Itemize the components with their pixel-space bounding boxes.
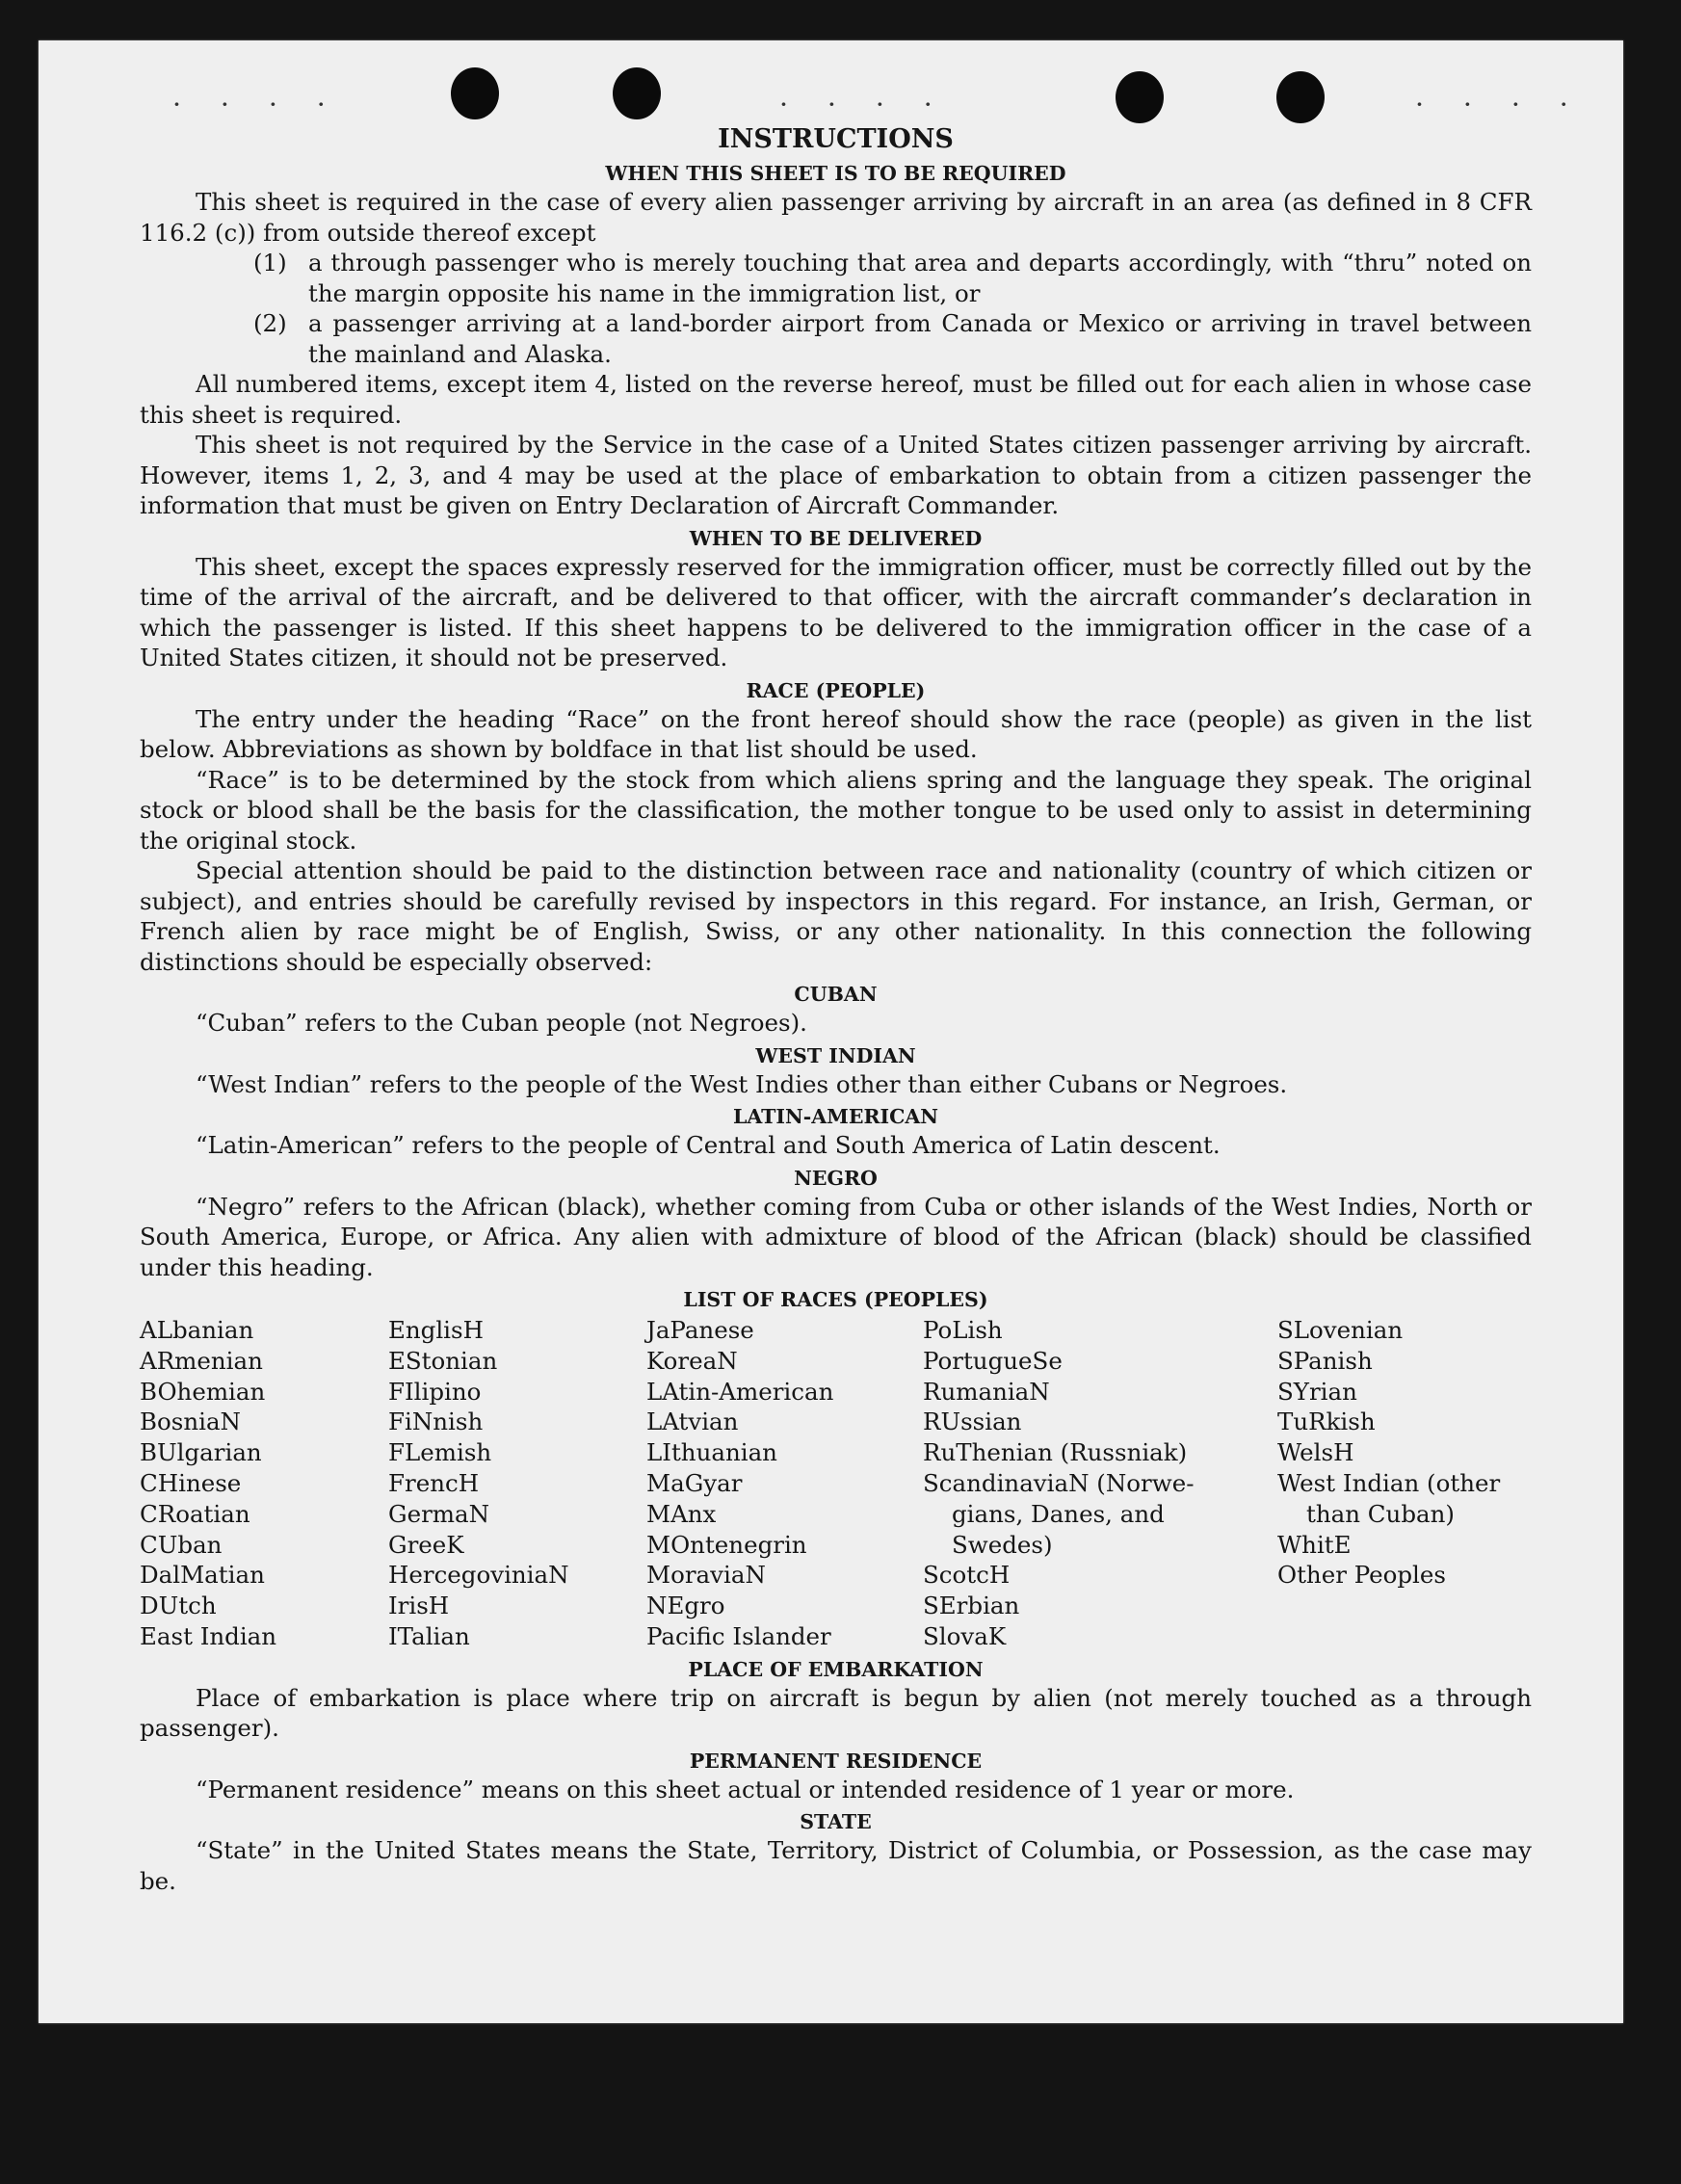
paragraph: This sheet, except the spaces expressly reserved for the immigration officer, must be correctly filled out by the time of the arrival of the aircraft, and be delivered to that officer, with the aircraft commander’s declaration in which the passenger is listed. If this sheet happens to be delivered to the immigration officer in the case of a United States citizen, it should not be preserved. (140, 552, 1532, 671)
paragraph: Place of embarkation is place where trip on aircraft is begun by alien (not merely touched as a through passenger). (140, 1683, 1532, 1743)
section-heading: PLACE OF EMBARKATION (688, 1657, 984, 1681)
paragraph: “West Indian” refers to the people of the West Indies other than either Cubans or Negroes. (196, 1069, 1288, 1098)
race-item: CRoatian (140, 1499, 250, 1528)
paper-specks: · · · · (1416, 92, 1585, 116)
paper-specks: · · · · (780, 92, 949, 116)
race-item: RumaniaN (923, 1377, 1050, 1406)
list-item (253, 248, 1532, 308)
paragraph: “State” in the United States means the State, Territory, District of Columbia, or Possession, as the case may be. (140, 1836, 1532, 1895)
race-item: KoreaN (646, 1346, 738, 1375)
race-item: CUban (140, 1530, 223, 1559)
race-item: CHinese (140, 1468, 242, 1497)
race-item: LAtin-American (646, 1377, 834, 1406)
paragraph: All numbered items, except item 4, listed on the reverse hereof, must be filled out for each alien in whose case this sheet is required. (140, 370, 1532, 429)
race-item: RuThenian (Russniak) (923, 1438, 1188, 1467)
race-item: PortugueSe (923, 1346, 1063, 1375)
races-column (646, 1315, 923, 1652)
section-heading: LATIN-AMERICAN (732, 1105, 939, 1128)
race-item: DalMatian (140, 1561, 265, 1590)
race-item: HercegoviniaN (388, 1561, 569, 1590)
punch-hole (1116, 71, 1164, 123)
race-item: WhitE (1277, 1530, 1352, 1559)
item-number: (2) (253, 309, 287, 337)
race-item: gians, Danes, and (952, 1499, 1165, 1528)
paragraph: “Cuban” refers to the Cuban people (not Negroes). (196, 1009, 807, 1037)
races-column (1277, 1315, 1528, 1652)
race-item: IrisH (388, 1592, 450, 1620)
race-item: ScotcH (923, 1561, 1011, 1590)
race-item: FrencH (388, 1468, 480, 1497)
paragraph: “Permanent residence” means on this sheet actual or intended residence of 1 year or more. (196, 1775, 1295, 1803)
race-item: GreeK (388, 1530, 464, 1559)
list-item (253, 308, 1532, 369)
race-item: than Cuban) (1306, 1499, 1455, 1528)
race-item: SPanish (1277, 1346, 1373, 1375)
races-column (923, 1315, 1277, 1652)
race-item: SlovaK (923, 1621, 1007, 1650)
race-item: MoraviaN (646, 1561, 766, 1590)
punch-hole (613, 67, 661, 119)
race-item: DUtch (140, 1592, 217, 1620)
race-item: NEgro (646, 1592, 725, 1620)
paragraph: The entry under the heading “Race” on the front hereof should show the race (people) as given in the list below. Abbreviations as shown by boldface in that list should be used. (140, 704, 1532, 763)
race-item: BosniaN (140, 1408, 241, 1436)
section-heading: CUBAN (794, 983, 878, 1006)
race-item: PoLish (923, 1316, 1003, 1344)
race-item: West Indian (other (1277, 1468, 1501, 1497)
item-text: a through passenger who is merely touching that area and departs accordingly, with “thru” noted on the margin opposite his name in the immigration list, or (308, 249, 1532, 307)
race-item: LAtvian (646, 1408, 739, 1436)
section-heading: RACE (PEOPLE) (746, 678, 926, 702)
section-heading: STATE (800, 1810, 872, 1834)
paragraph: “Latin-American” refers to the people of Central and South America of Latin descent. (196, 1131, 1221, 1159)
race-item: JaPanese (646, 1316, 754, 1344)
race-item: LIthuanian (646, 1438, 777, 1467)
race-item: BUlgarian (140, 1438, 262, 1467)
race-item: SErbian (923, 1592, 1020, 1620)
paragraph: “Race” is to be determined by the stock from which aliens spring and the language they speak. The original stock or blood shall be the basis for the classification, the mother tongue to be used only to assist in determining the original stock. (140, 765, 1532, 855)
section-heading: LIST OF RACES (PEOPLES) (683, 1288, 988, 1311)
race-item: MOntenegrin (646, 1530, 807, 1559)
race-item: WelsH (1277, 1438, 1354, 1467)
race-item: EStonian (388, 1346, 498, 1375)
race-item: SYrian (1277, 1377, 1357, 1406)
race-item: ScandinaviaN (Norwe- (923, 1468, 1195, 1497)
race-item: FLemish (388, 1438, 492, 1467)
section-heading: NEGRO (794, 1166, 878, 1190)
race-item: ARmenian (140, 1346, 263, 1375)
race-item: MAnx (646, 1499, 717, 1528)
race-item: Swedes) (952, 1530, 1053, 1559)
race-item: ITalian (388, 1621, 470, 1650)
race-item: BOhemian (140, 1377, 266, 1406)
item-number: (1) (253, 249, 287, 276)
instructions-content (140, 123, 1532, 1896)
race-item: TuRkish (1277, 1408, 1376, 1436)
race-item: FIlipino (388, 1377, 482, 1406)
race-item: GermaN (388, 1499, 490, 1528)
paragraph: Special attention should be paid to the distinction between race and nationality (country of which citizen or subject), and entries should be carefully revised by inspectors in this regard. For instance, an Irish, German, or French alien by race might be of English, Swiss, or any other nationality. In this connection the following distinctions should be especially observed: (140, 856, 1532, 976)
race-item: RUssian (923, 1408, 1022, 1436)
section-heading: WEST INDIAN (755, 1043, 916, 1067)
punch-hole (451, 67, 499, 119)
race-item: SLovenian (1277, 1316, 1404, 1344)
race-item: MaGyar (646, 1468, 743, 1497)
races-column (140, 1315, 388, 1652)
races-column (388, 1315, 646, 1652)
section-heading: PERMANENT RESIDENCE (689, 1749, 983, 1773)
race-item: FiNnish (388, 1408, 484, 1436)
races-list (140, 1315, 1532, 1652)
section-heading: WHEN THIS SHEET IS TO BE REQUIRED (605, 162, 1066, 185)
race-item: Pacific Islander (646, 1621, 831, 1650)
paper-specks: · · · · (173, 92, 342, 116)
item-text: a passenger arriving at a land-border airport from Canada or Mexico or arriving in travel between the mainland and Alaska. (308, 309, 1532, 368)
section-heading: WHEN TO BE DELIVERED (689, 526, 983, 550)
race-item: ALbanian (140, 1316, 254, 1344)
punch-hole (1276, 71, 1325, 123)
page-title: INSTRUCTIONS (718, 124, 954, 154)
race-item: Other Peoples (1277, 1561, 1446, 1590)
paragraph: This sheet is required in the case of every alien passenger arriving by aircraft in an area (as defined in 8 CFR 116.2 (c)) from outside thereof except (140, 188, 1532, 247)
race-item: East Indian (140, 1621, 277, 1650)
paragraph: “Negro” refers to the African (black), whether coming from Cuba or other islands of the West Indies, North or South America, Europe, or Africa. Any alien with admixture of blood of the African (black) should be classified under this heading. (140, 1192, 1532, 1281)
race-item: EnglisH (388, 1316, 484, 1344)
paragraph: This sheet is not required by the Service in the case of a United States citizen passenger arriving by aircraft. However, items 1, 2, 3, and 4 may be used at the place of embarkation to obtain from a citizen passenger the information that must be given on Entry Declaration of Aircraft Commander. (140, 431, 1532, 519)
